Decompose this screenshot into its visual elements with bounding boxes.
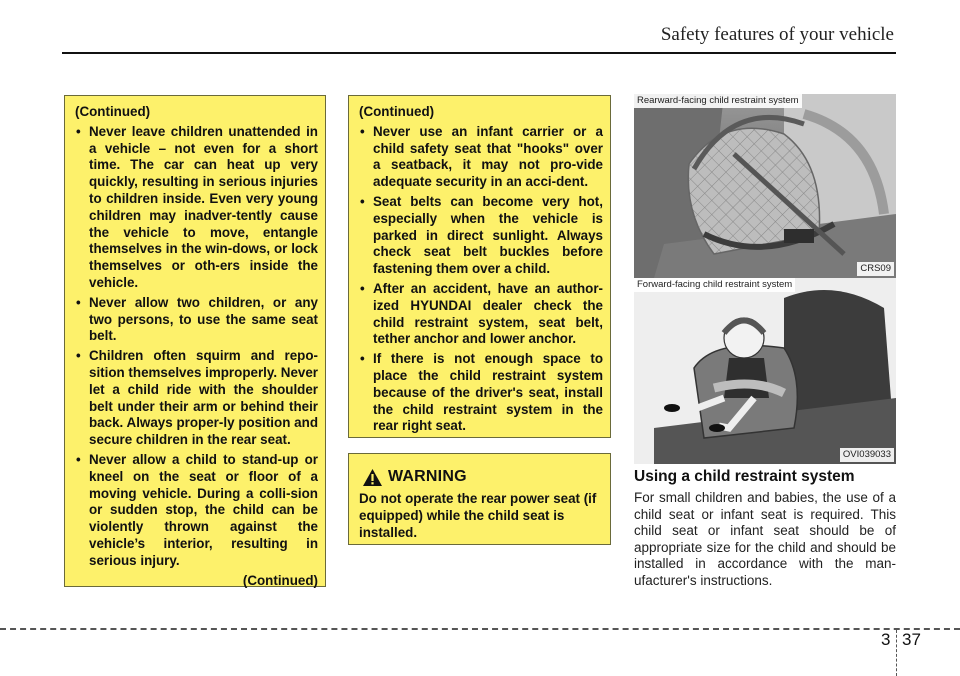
forward-facing-seat-photo [634,278,896,464]
footer-rule [0,628,960,630]
rearward-facing-seat-photo [634,94,896,278]
continued-label-top: (Continued) [359,104,435,119]
warning-title: WARNING [388,467,467,485]
continued-label-bottom: (Continued) [242,572,318,588]
figure-caption: Forward-facing child restraint system [634,278,795,292]
section-heading: Using a child restraint system [634,468,855,485]
warning-header [359,466,602,488]
page-number: 37 [902,630,921,649]
running-header-title: Safety features of your vehicle [660,24,894,45]
caution-list-2 [359,124,603,435]
caution-item: • Never allow a child to stand-up or kneel on the seat or floor of a moving vehicle. During a colli-sion or sudden stop, the child can be violently thrown against the vehicle’s interior, resulting in serious injury. [75,452,318,570]
footer-separator [896,630,897,676]
caution-box-continued-1 [64,95,326,587]
caution-item: • If there is not enough space to place the child restraint system because of the driver's seat, install the child restraint system in the rear right seat. [359,351,603,435]
section-body-text: For small children and babies, the use of a child seat or infant seat is required. This child seat or infant seat should be of appropriate size for the child and should be installed in accordance with the man-ufacturer's instructions. [634,490,896,588]
caution-list-1 [75,124,318,570]
caution-item: • After an accident, have an author-ized HYUNDAI dealer check the child restraint system, seat belt, tether anchor and lower anchor. [359,281,603,348]
continued-label-top: (Continued) [75,104,151,119]
warning-triangle-icon [362,468,383,487]
figure-caption: Rearward-facing child restraint system [634,94,802,108]
caution-item: • Never use an infant carrier or a child safety seat that "hooks" over a seatback, it may not pro-vide adequate security in an acci-dent. [359,124,603,191]
page-section-number: 3 [881,630,891,649]
caution-item: • Seat belts can become very hot, especially when the vehicle is parked in direct sunlight. Always check seat belt buckles before fastening them over a child. [359,194,603,278]
figure-code: OVI039033 [840,448,894,462]
caution-item: • Never leave children unattended in a vehicle – not even for a short time. The car can heat up very quickly, resulting in serious injuries to children inside. Even very young children may inadver-tently cause the vehicle to move, entangle themselves in the win-dows, or lock themselves or oth-ers inside the vehicle. [75,124,318,292]
warning-box [348,453,611,545]
caution-box-continued-2 [348,95,611,438]
caution-item: • Never allow two children, or any two persons, to use the same seat belt. [75,295,318,345]
header-rule [62,52,896,54]
figure-code: CRS09 [857,262,894,276]
warning-text: Do not operate the rear power seat (if equipped) while the child seat is installed. [359,491,597,540]
caution-item: • Children often squirm and repo-sition themselves improperly. Never let a child ride with the shoulder belt under their arm or behind their back. Always proper-ly position and secure children in the rear seat. [75,348,318,449]
